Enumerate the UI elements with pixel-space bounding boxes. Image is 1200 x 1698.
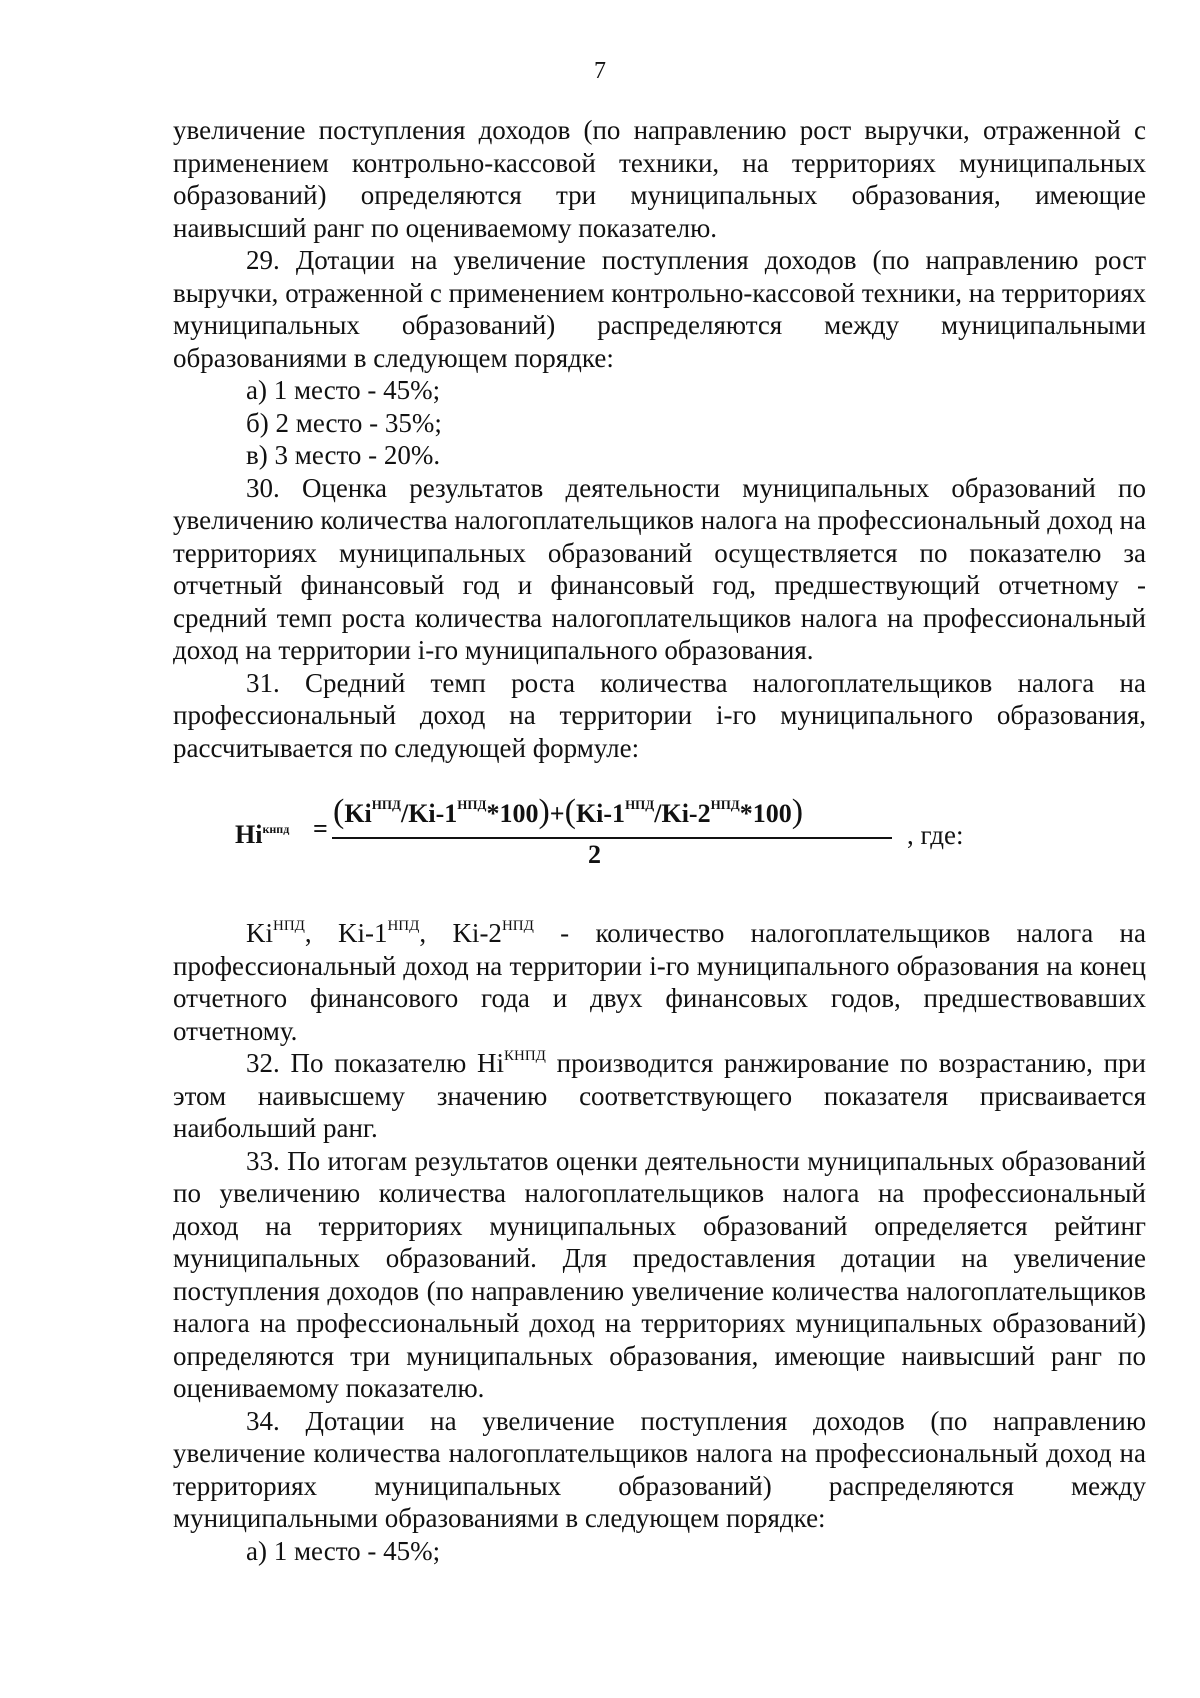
formula-lhs-sup: кнпд bbox=[262, 822, 290, 836]
formula-plus: + bbox=[549, 799, 565, 828]
def-ki-sup: НПД bbox=[273, 918, 305, 934]
paragraph-definitions bbox=[173, 917, 1146, 1047]
def-ki-1-sup: НПД bbox=[387, 918, 420, 934]
formula-term-ki-1-sup: НПД bbox=[457, 797, 487, 812]
formula-slash-2: / bbox=[654, 799, 662, 828]
formula-open-paren-2: ( bbox=[564, 793, 576, 830]
def-ki-2-sup: НПД bbox=[501, 918, 534, 934]
paragraph-31: 31. Средний темп роста количества налогоплательщиков налога на профессиональный доход на территории i-го муниципального образования, рассчитывается по следующей формуле: bbox=[173, 667, 1146, 763]
paragraph-34: 34. Дотации на увеличение поступления доходов (по направлению увеличение количества налогоплательщиков налога на профессиональный доход на территориях муниципальных образований) распределяются между муниципальными образованиями в следующем порядке: bbox=[173, 1405, 1146, 1533]
list-item-29-a: а) 1 место - 45%; bbox=[246, 375, 441, 405]
paragraph-29: 29. Дотации на увеличение поступления доходов (по направлению рост выручки, отраженной с применением контрольно-кассовой техники, на территориях муниципальных образований) распределяются между муниципальными образованиями в следующем порядке: bbox=[173, 245, 1146, 373]
formula-lhs-base: Hi bbox=[235, 820, 263, 849]
formula-term-ki: Ki bbox=[344, 799, 372, 828]
formula-numerator bbox=[333, 792, 1125, 834]
formula-term-ki-2: Ki-2 bbox=[661, 799, 711, 828]
formula-term-ki-sup: НПД bbox=[371, 797, 401, 812]
paragraph-32-end: производится ранжирование по возрастанию, при этом наивысшему значению соответствующего показателя присваивается наибольший ранг. bbox=[173, 1048, 1146, 1143]
def-ki: Ki bbox=[246, 918, 273, 948]
formula-lhs bbox=[235, 820, 289, 850]
text-block-top bbox=[173, 114, 1146, 764]
paragraph-intro: увеличение поступления доходов (по направлению рост выручки, отраженной с применением контрольно-кассовой техники, на территориях муниципальных образований) определяются три муниципальных образования, имеющие наивысший ранг по оцениваемому показателю. bbox=[173, 115, 1146, 243]
page-number: 7 bbox=[594, 58, 606, 84]
paragraph-32-start: 32. По показателю Hi bbox=[246, 1048, 505, 1078]
formula-open-paren-1: ( bbox=[333, 793, 345, 830]
paragraph-32 bbox=[173, 1047, 1146, 1145]
formula-term-ki-1-b: Ki-1 bbox=[575, 799, 626, 828]
def-sep-2: , bbox=[419, 918, 453, 948]
formula-equals: = bbox=[313, 814, 328, 843]
text-block-bottom bbox=[173, 917, 1146, 1567]
formula-term-ki-1-b-sup: НПД bbox=[625, 797, 655, 812]
formula-block bbox=[235, 792, 975, 902]
formula-mul-2: *100 bbox=[739, 799, 792, 828]
paragraph-33: 33. По итогам результатов оценки деятельности муниципальных образований по увеличению количества налогоплательщиков налога на профессиональный доход на территориях муниципальных образований определяется рейтинг муниципальных образований. Для предоставления дотации на увеличение поступления доходов (по направлению увеличение количества налогоплательщиков налога на профессиональный доход на территориях муниципальных образований) определяются три муниципальных образования, имеющие наивысший ранг по оцениваемому показателю. bbox=[173, 1145, 1146, 1403]
def-text: - количество налогоплательщиков налога на профессиональный доход на территории i-го муниципального образования на конец отчетного финансового года и двух финансовых годов, предшествовавших отчетному. bbox=[173, 918, 1146, 1046]
paragraph-30: 30. Оценка результатов деятельности муниципальных образований по увеличению количества налогоплательщиков налога на профессиональный доход на территориях муниципальных образований осуществляется по показателю за отчетный финансовый год и финансовый год, предшествующий отчетному - средний темп роста количества налогоплательщиков налога на профессиональный доход на территории i-го муниципального образования. bbox=[173, 472, 1146, 665]
list-item-29-c: в) 3 место - 20%. bbox=[246, 440, 441, 470]
formula-close-paren-2: ) bbox=[791, 793, 804, 830]
def-ki-1: Ki-1 bbox=[337, 918, 388, 948]
formula-where-label: , где: bbox=[907, 820, 964, 850]
formula-denominator: 2 bbox=[588, 840, 601, 869]
formula-mul-1: *100 bbox=[486, 799, 539, 828]
def-sep-1: , bbox=[304, 918, 338, 948]
list-item-29-b: б) 2 место - 35%; bbox=[246, 407, 442, 438]
formula-close-paren-1: ) bbox=[538, 793, 550, 830]
formula-fraction-line bbox=[332, 837, 892, 839]
formula-term-ki-1: Ki-1 bbox=[408, 799, 458, 828]
formula-slash-1: / bbox=[400, 799, 409, 828]
def-ki-2: Ki-2 bbox=[452, 918, 502, 948]
list-item-34-a: а) 1 место - 45%; bbox=[246, 1535, 441, 1566]
formula-term-ki-2-sup: НПД bbox=[710, 797, 740, 812]
paragraph-32-sup: КНПД bbox=[504, 1048, 546, 1064]
